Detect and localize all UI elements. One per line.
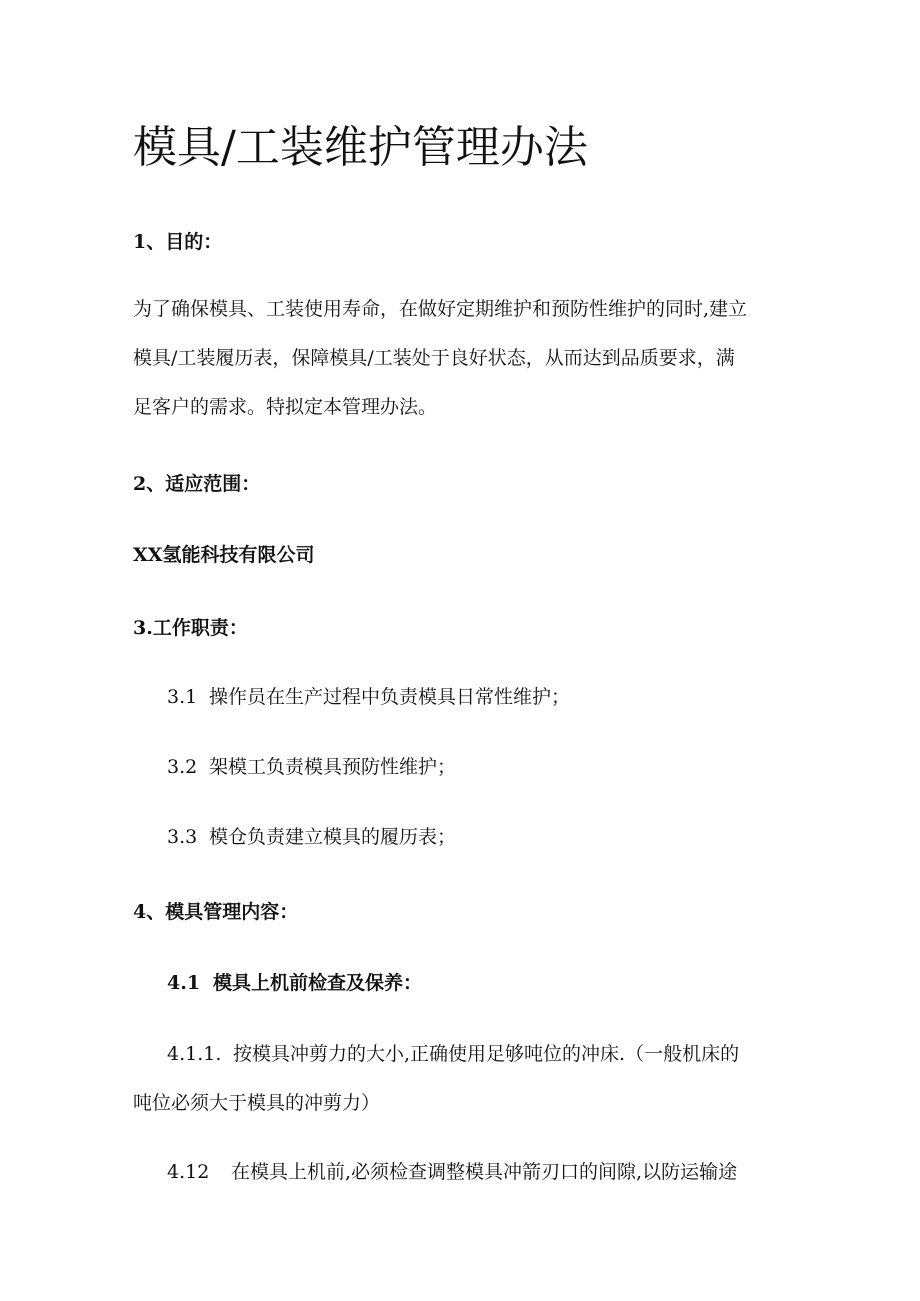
section-2-heading: 2、适应范围：	[133, 473, 261, 495]
item-4-1-1-line-2: 吨位必须大于模具的冲剪力）	[133, 1092, 381, 1114]
item-4-1-2-number: 4.12	[167, 1161, 210, 1183]
item-4-1-1-line-1	[167, 1045, 739, 1064]
company-name: XX氢能科技有限公司	[133, 544, 315, 566]
item-4-1-1-text: 按模具冲剪力的大小,正确使用足够吨位的冲床.（一般机床的	[233, 1043, 740, 1065]
duty-item-text: 架模工负责模具预防性维护；	[209, 756, 457, 778]
duty-item	[167, 828, 456, 847]
item-4-1-2-line-1	[167, 1163, 737, 1182]
section-3-heading: 3.工作职责：	[133, 617, 248, 639]
section-1-heading: 1、目的：	[133, 231, 223, 253]
duty-item	[167, 758, 456, 777]
item-4-1-1-number: 4.1.1.	[167, 1043, 222, 1065]
subsection-text: 模具上机前检查及保养：	[213, 972, 423, 994]
duty-item-text: 模仓负责建立模具的履历表；	[209, 826, 457, 848]
duty-item	[167, 688, 570, 707]
page-title: 模具/工装维护管理办法	[133, 122, 588, 173]
duty-item-number: 3.1	[167, 686, 198, 708]
duty-item-text: 操作员在生产过程中负责模具日常性维护；	[209, 686, 571, 708]
purpose-line-1: 为了确保模具、工装使用寿命，在做好定期维护和预防性维护的同时,建立	[133, 298, 748, 320]
purpose-line-3: 足客户的需求。特拟定本管理办法。	[133, 396, 438, 418]
subsection-number: 4.1	[167, 972, 201, 994]
item-4-1-2-text: 在模具上机前,必须检查调整模具冲箭刃口的间隙,以防运输途	[231, 1161, 738, 1183]
purpose-line-2: 模具/工装履历表，保障模具/工装处于良好状态，从而达到品质要求，满	[133, 347, 735, 369]
section-4-heading: 4、模具管理内容：	[133, 901, 299, 923]
duty-item-number: 3.2	[167, 756, 198, 778]
subsection-4-1	[167, 974, 422, 993]
duty-item-number: 3.3	[167, 826, 198, 848]
